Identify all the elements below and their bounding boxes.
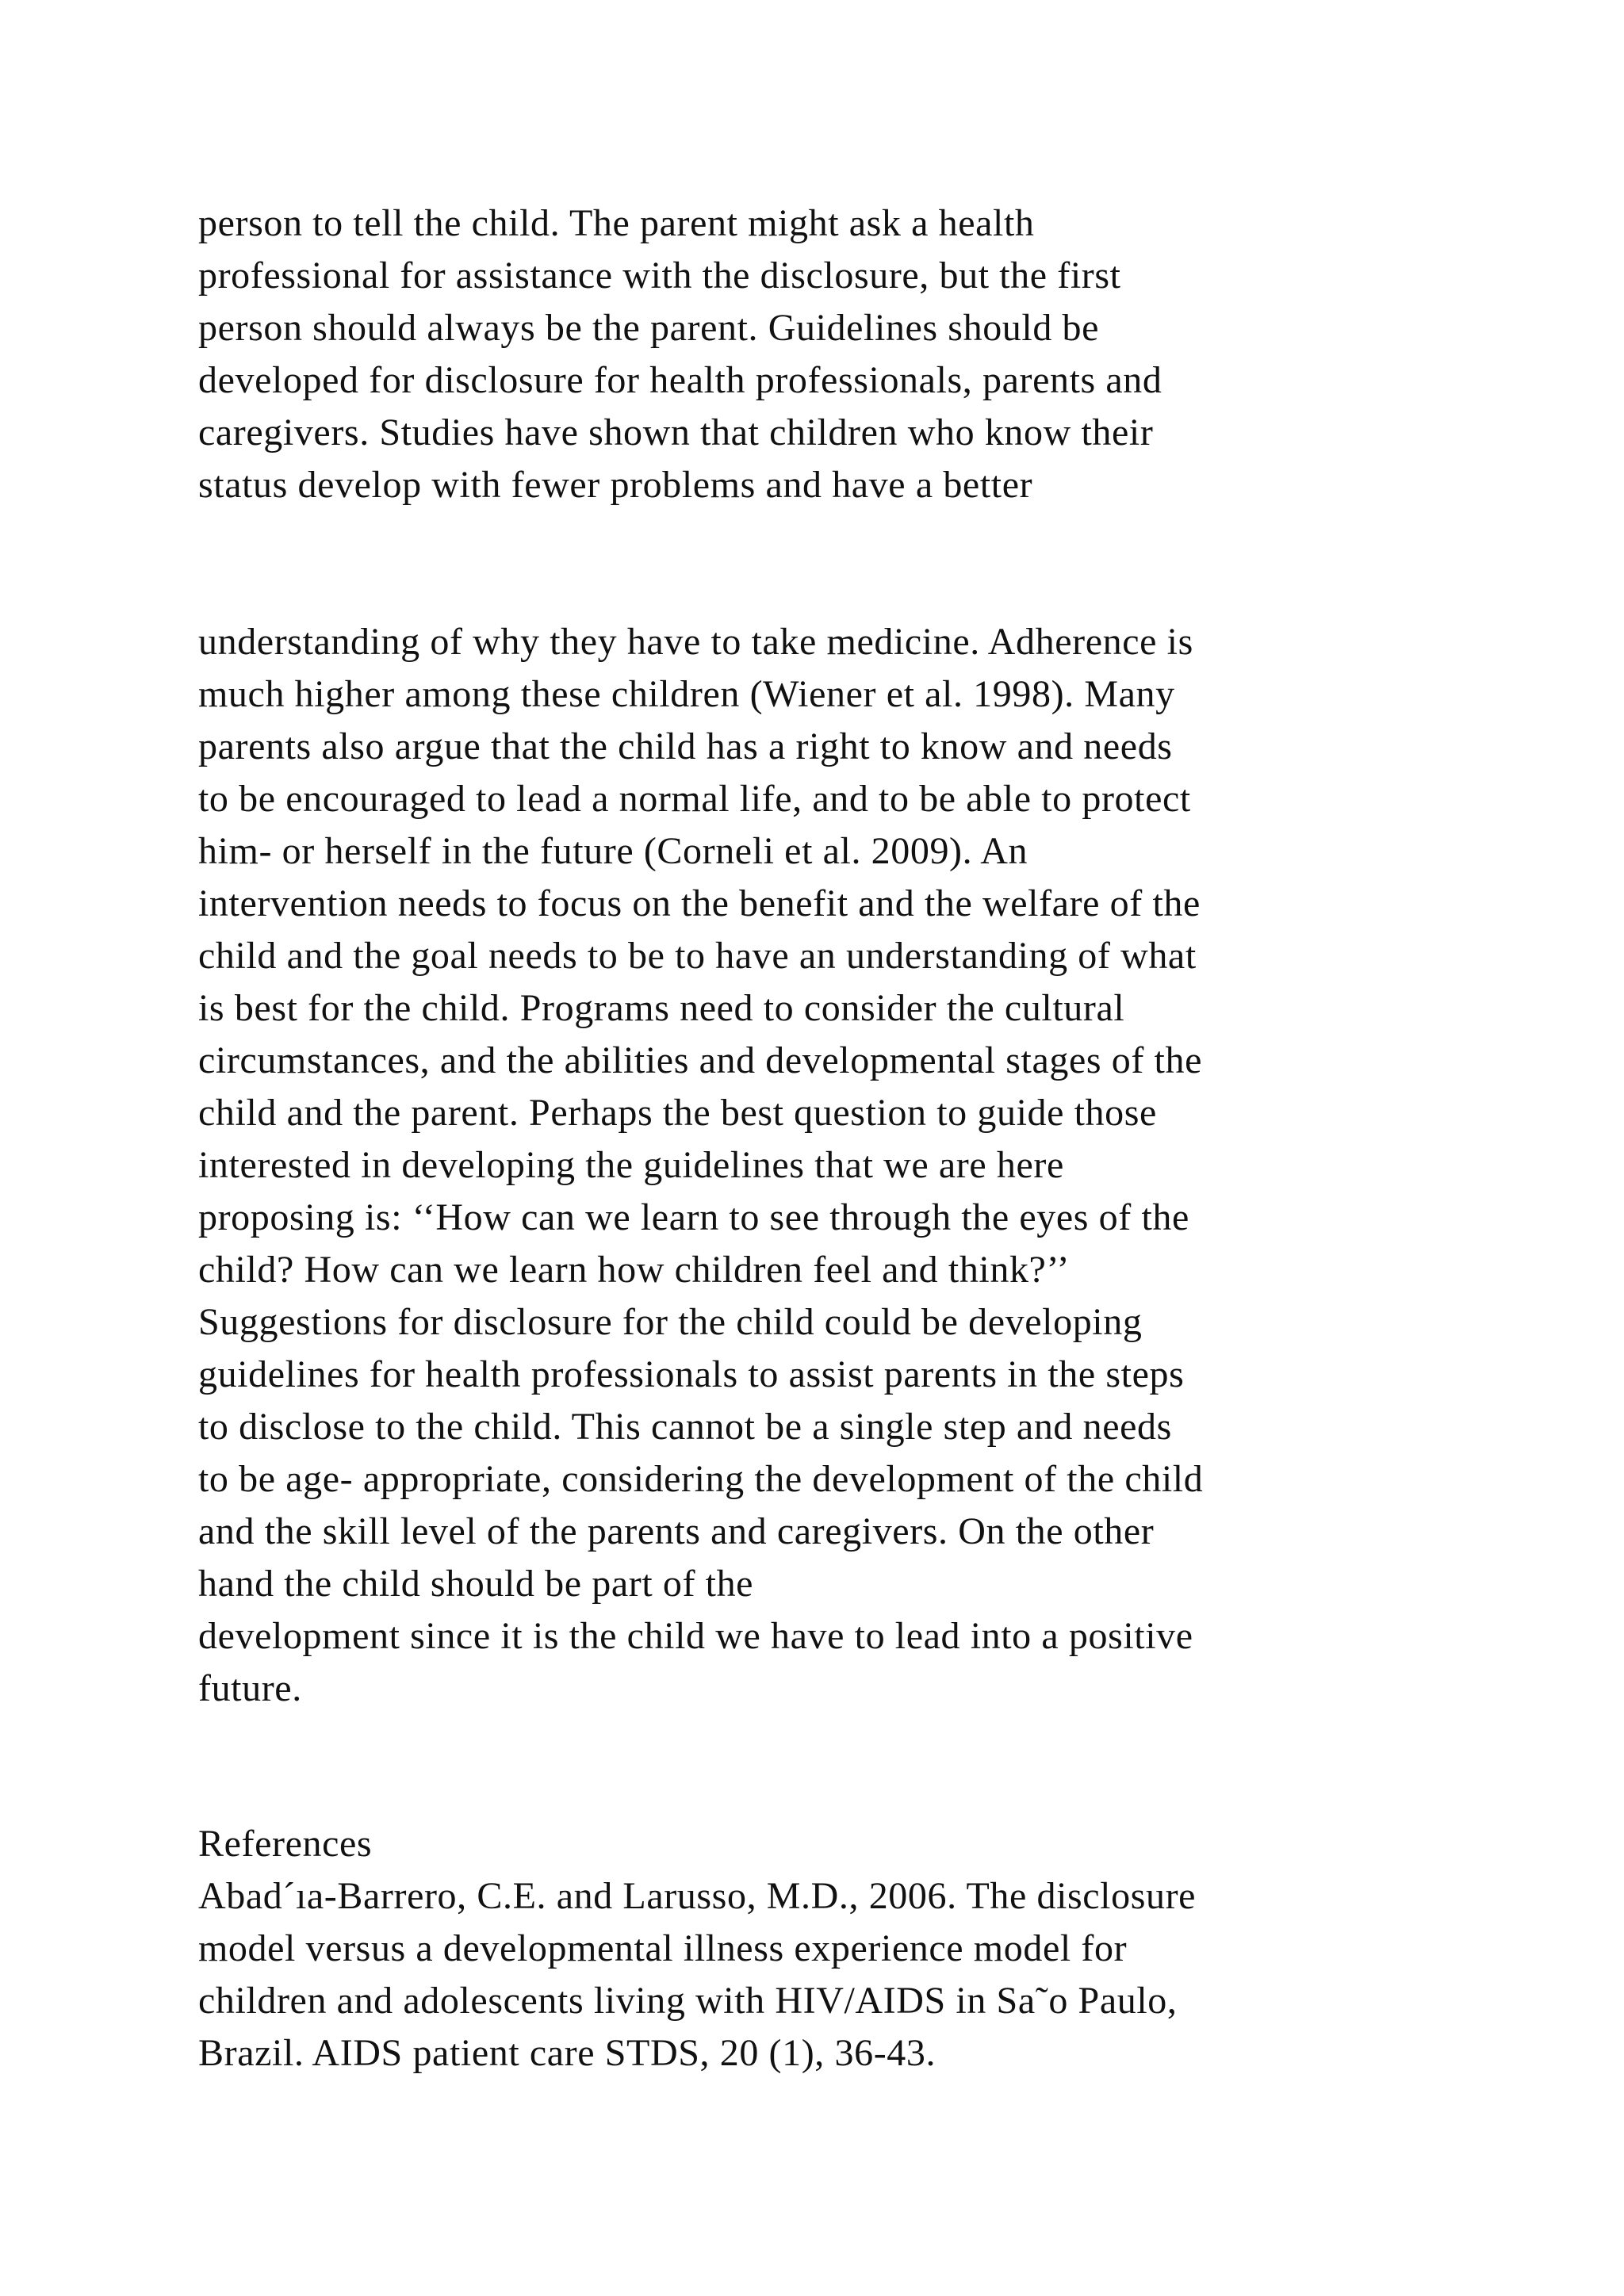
text-line: child and the goal needs to be to have an understanding of what	[198, 935, 1197, 977]
text-line: and the skill level of the parents and caregivers. On the other	[198, 1510, 1155, 1552]
text-line: him- or herself in the future (Corneli et al. 2009). An	[198, 830, 1028, 872]
text-line: parents also argue that the child has a right to know and needs	[198, 725, 1173, 767]
reference-line: model versus a developmental illness experience model for	[198, 1927, 1128, 1969]
text-line: caregivers. Studies have shown that children who know their	[198, 411, 1154, 453]
text-line: interested in developing the guidelines that we are here	[198, 1144, 1064, 1186]
text-line: intervention needs to focus on the benefit and the welfare of the	[198, 882, 1201, 924]
text-line: understanding of why they have to take medicine. Adherence is	[198, 621, 1193, 663]
text-line: development since it is the child we have to lead into a positive	[198, 1615, 1193, 1657]
paragraph-2	[198, 616, 1515, 1715]
text-line: person should always be the parent. Guidelines should be	[198, 307, 1100, 349]
text-line: proposing is: ‘‘How can we learn to see through the eyes of the	[198, 1196, 1189, 1238]
text-line: circumstances, and the abilities and developmental stages of the	[198, 1039, 1202, 1081]
text-line: to disclose to the child. This cannot be a single step and needs	[198, 1406, 1172, 1448]
reference-line: Abad´ıa-Barrero, C.E. and Larusso, M.D., 2006. The disclosure	[198, 1875, 1197, 1917]
text-line: child? How can we learn how children feel and think?’’	[198, 1249, 1071, 1291]
text-line: to be age- appropriate, considering the development of the child	[198, 1458, 1204, 1500]
text-line: status develop with fewer problems and have a better	[198, 464, 1033, 506]
text-line: guidelines for health professionals to assist parents in the steps	[198, 1353, 1185, 1395]
text-line: future.	[198, 1667, 302, 1709]
text-line: to be encouraged to lead a normal life, and to be able to protect	[198, 778, 1191, 820]
text-line: much higher among these children (Wiener et al. 1998). Many	[198, 673, 1175, 715]
text-line: person to tell the child. The parent might ask a health	[198, 202, 1035, 244]
references-section	[198, 1818, 1515, 2080]
text-line: Suggestions for disclosure for the child could be developing	[198, 1301, 1143, 1343]
text-line: is best for the child. Programs need to consider the cultural	[198, 987, 1125, 1029]
reference-line: children and adolescents living with HIV/AIDS in Sa˜o Paulo,	[198, 1980, 1178, 2022]
text-line: professional for assistance with the disclosure, but the first	[198, 254, 1121, 297]
references-heading: References	[198, 1823, 373, 1865]
reference-line: Brazil. AIDS patient care STDS, 20 (1), 36-43.	[198, 2032, 936, 2074]
text-line: hand the child should be part of the	[198, 1563, 754, 1605]
text-line: child and the parent. Perhaps the best question to guide those	[198, 1092, 1157, 1134]
paragraph-1	[198, 197, 1515, 511]
text-line: developed for disclosure for health professionals, parents and	[198, 359, 1162, 401]
